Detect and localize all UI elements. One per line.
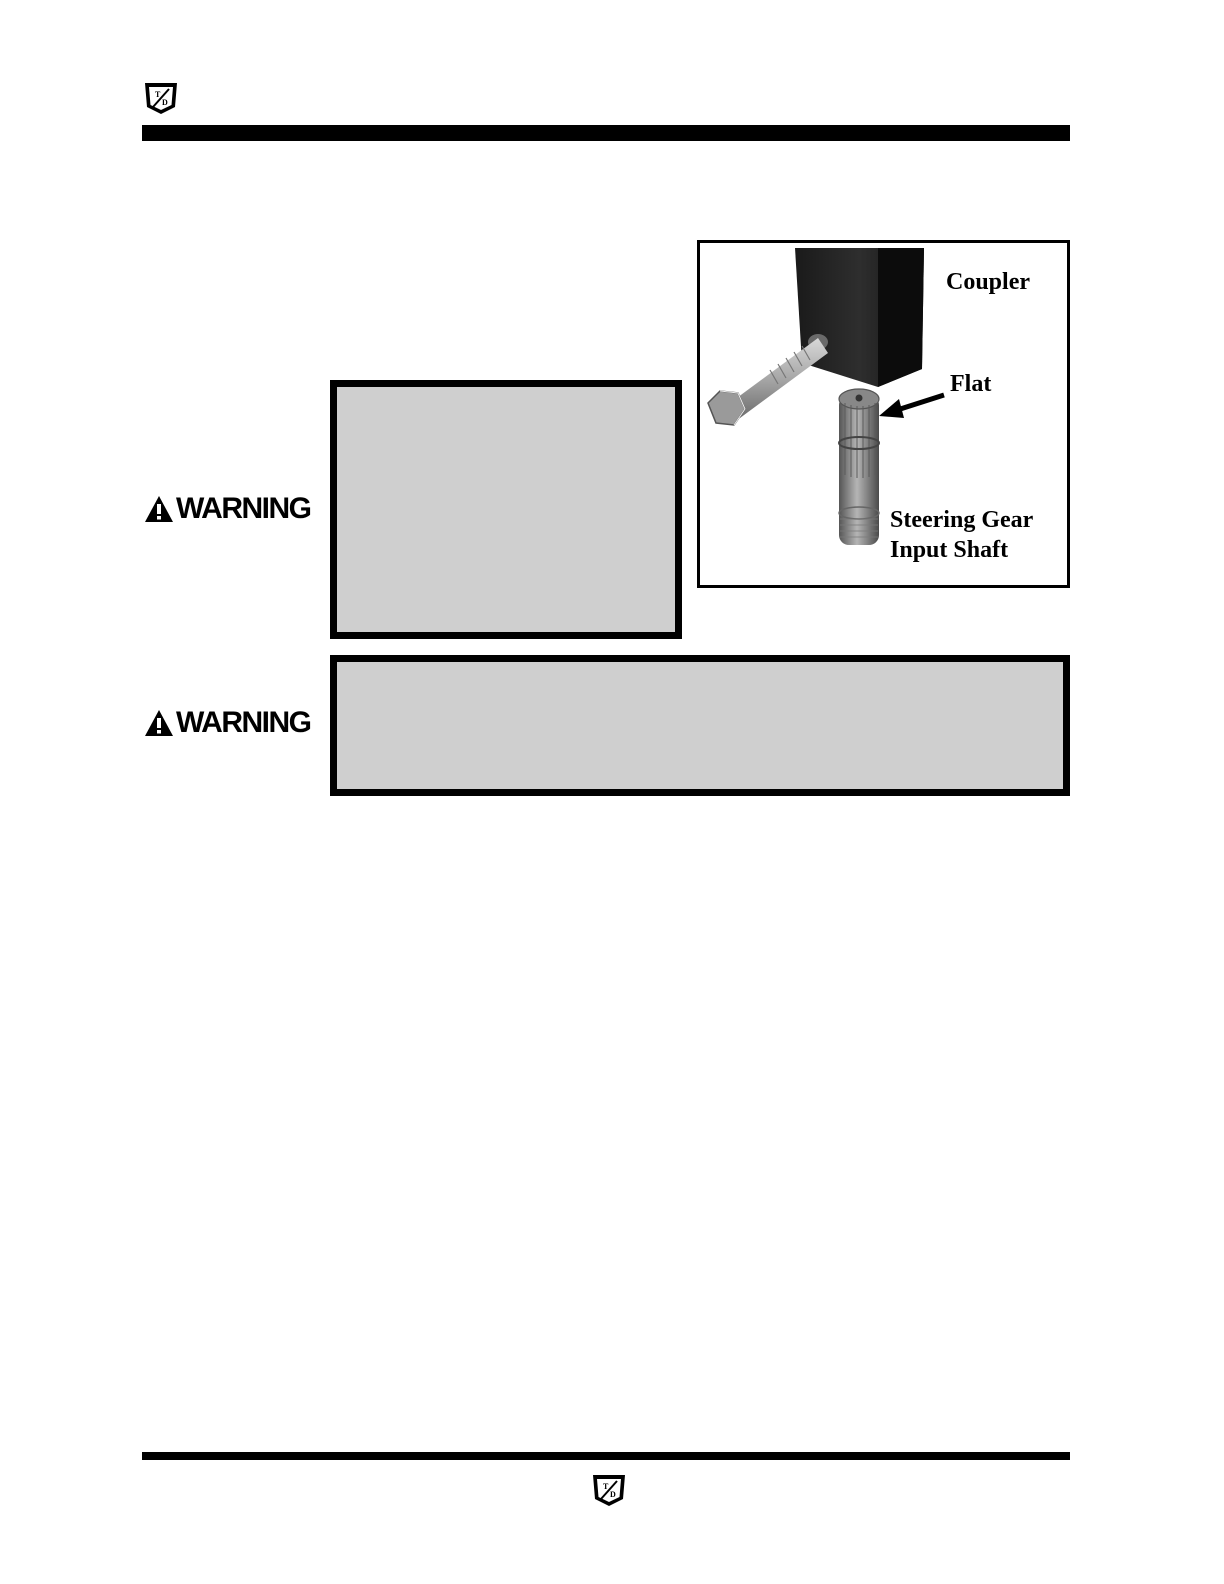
footer-rule (142, 1452, 1070, 1460)
coupler-figure (697, 240, 1070, 588)
flat-label: Flat (950, 371, 992, 397)
header-rule (142, 125, 1070, 141)
warning-label (144, 492, 311, 526)
warning-triangle-icon (144, 709, 174, 737)
warning-box (330, 380, 682, 639)
shaft-label-line1: Steering Gear (890, 507, 1034, 533)
warning-box (330, 655, 1070, 796)
warning-label (144, 706, 311, 740)
warning-text: WARNING (176, 492, 311, 525)
svg-text:D: D (610, 1490, 616, 1499)
svg-text:D: D (162, 98, 168, 107)
warning-triangle-icon (144, 495, 174, 523)
footer-logo (590, 1472, 628, 1508)
steering-gear-input-shaft-label (890, 505, 1033, 565)
warning-text: WARNING (176, 706, 311, 739)
svg-text:T: T (603, 1482, 609, 1491)
coupler-label: Coupler (946, 269, 1030, 295)
shaft-label-line2: Input Shaft (890, 537, 1009, 563)
svg-text:T: T (155, 90, 161, 99)
header-logo (142, 80, 180, 116)
